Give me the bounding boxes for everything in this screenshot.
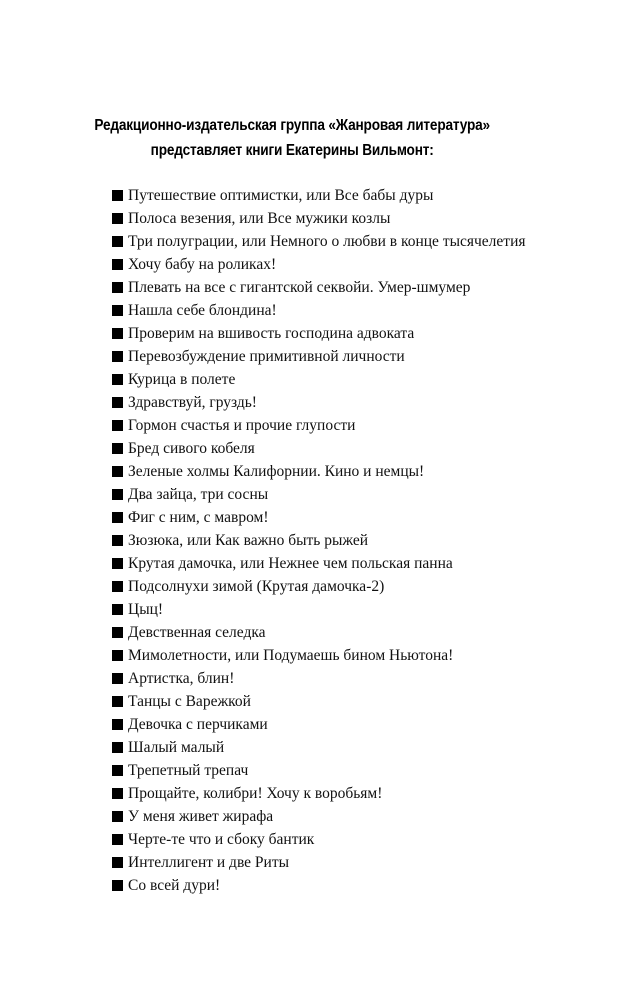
square-bullet-icon xyxy=(112,305,123,316)
book-title: Со всей дури! xyxy=(128,876,221,894)
list-item xyxy=(112,598,582,621)
list-item xyxy=(112,552,582,575)
book-title: Проверим на вшивость господина адвоката xyxy=(128,324,415,342)
list-item xyxy=(112,621,582,644)
square-bullet-icon xyxy=(112,627,123,638)
list-item xyxy=(112,391,582,414)
square-bullet-icon xyxy=(112,259,123,270)
book-title: Девочка с перчиками xyxy=(128,715,268,733)
square-bullet-icon xyxy=(112,696,123,707)
list-item xyxy=(112,437,582,460)
square-bullet-icon xyxy=(112,466,123,477)
list-item xyxy=(112,874,582,897)
list-item xyxy=(112,644,582,667)
square-bullet-icon xyxy=(112,788,123,799)
book-title: Трепетный трепач xyxy=(128,761,249,779)
list-item xyxy=(112,230,582,253)
square-bullet-icon xyxy=(112,213,123,224)
square-bullet-icon xyxy=(112,857,123,868)
list-item xyxy=(112,851,582,874)
book-title: Прощайте, колибри! Хочу к воробьям! xyxy=(128,784,383,802)
list-item xyxy=(112,828,582,851)
square-bullet-icon xyxy=(112,420,123,431)
book-title: Девственная селедка xyxy=(128,623,266,641)
heading-line-author: представляет книги Екатерины Вильмонт: xyxy=(150,142,434,159)
list-item xyxy=(112,805,582,828)
square-bullet-icon xyxy=(112,834,123,845)
book-title: Зюзюка, или Как важно быть рыжей xyxy=(128,531,369,549)
list-item xyxy=(112,736,582,759)
square-bullet-icon xyxy=(112,765,123,776)
book-title: Три полуграции, или Немного о любви в конце тысячелетия xyxy=(128,232,526,250)
list-item xyxy=(112,506,582,529)
square-bullet-icon xyxy=(112,397,123,408)
book-title: Курица в полете xyxy=(128,370,236,388)
heading-line-publisher: Редакционно-издательская группа «Жанровая литература» xyxy=(94,117,490,134)
square-bullet-icon xyxy=(112,673,123,684)
list-item xyxy=(112,207,582,230)
square-bullet-icon xyxy=(112,742,123,753)
book-title: Мимолетности, или Подумаешь бином Ньютона! xyxy=(128,646,454,664)
book-title: Цыц! xyxy=(128,600,164,618)
list-item xyxy=(112,184,582,207)
book-title: Подсолнухи зимой (Крутая дамочка-2) xyxy=(128,577,385,595)
square-bullet-icon xyxy=(112,811,123,822)
book-title: Фиг с ним, с мавром! xyxy=(128,508,269,526)
list-item xyxy=(112,253,582,276)
list-item xyxy=(112,368,582,391)
list-item xyxy=(112,299,582,322)
list-item xyxy=(112,322,582,345)
book-title: Плевать на все с гигантской секвойи. Умер-шмумер xyxy=(128,278,471,296)
book-title: У меня живет жирафа xyxy=(128,807,274,825)
square-bullet-icon xyxy=(112,880,123,891)
square-bullet-icon xyxy=(112,650,123,661)
book-title: Полоса везения, или Все мужики козлы xyxy=(128,209,391,227)
square-bullet-icon xyxy=(112,512,123,523)
list-item xyxy=(112,483,582,506)
square-bullet-icon xyxy=(112,535,123,546)
book-title: Два зайца, три сосны xyxy=(128,485,269,503)
square-bullet-icon xyxy=(112,236,123,247)
book-title: Зеленые холмы Калифорнии. Кино и немцы! xyxy=(128,462,425,480)
square-bullet-icon xyxy=(112,719,123,730)
list-item xyxy=(112,759,582,782)
list-item xyxy=(112,276,582,299)
list-item xyxy=(112,529,582,552)
list-item xyxy=(112,414,582,437)
book-title: Бред сивого кобеля xyxy=(128,439,255,457)
list-item xyxy=(112,667,582,690)
square-bullet-icon xyxy=(112,282,123,293)
square-bullet-icon xyxy=(112,558,123,569)
square-bullet-icon xyxy=(112,351,123,362)
page-heading xyxy=(0,113,584,163)
book-title: Гормон счастья и прочие глупости xyxy=(128,416,356,434)
book-title: Крутая дамочка, или Нежнее чем польская панна xyxy=(128,554,453,572)
list-item xyxy=(112,345,582,368)
square-bullet-icon xyxy=(112,374,123,385)
square-bullet-icon xyxy=(112,328,123,339)
book-title: Здравствуй, груздь! xyxy=(128,393,257,411)
book-list xyxy=(112,184,582,897)
square-bullet-icon xyxy=(112,604,123,615)
book-title: Нашла себе блондина! xyxy=(128,301,277,319)
square-bullet-icon xyxy=(112,443,123,454)
list-item xyxy=(112,713,582,736)
book-title: Шалый малый xyxy=(128,738,225,756)
square-bullet-icon xyxy=(112,489,123,500)
list-item xyxy=(112,575,582,598)
list-item xyxy=(112,782,582,805)
square-bullet-icon xyxy=(112,190,123,201)
book-title: Артистка, блин! xyxy=(128,669,235,687)
book-title: Интеллигент и две Риты xyxy=(128,853,290,871)
book-title: Танцы с Варежкой xyxy=(128,692,251,710)
book-title: Перевозбуждение примитивной личности xyxy=(128,347,405,365)
list-item xyxy=(112,690,582,713)
book-title: Черте-те что и сбоку бантик xyxy=(128,830,315,848)
list-item xyxy=(112,460,582,483)
book-title: Путешествие оптимистки, или Все бабы дуры xyxy=(128,186,434,204)
square-bullet-icon xyxy=(112,581,123,592)
book-title: Хочу бабу на роликах! xyxy=(128,255,277,273)
